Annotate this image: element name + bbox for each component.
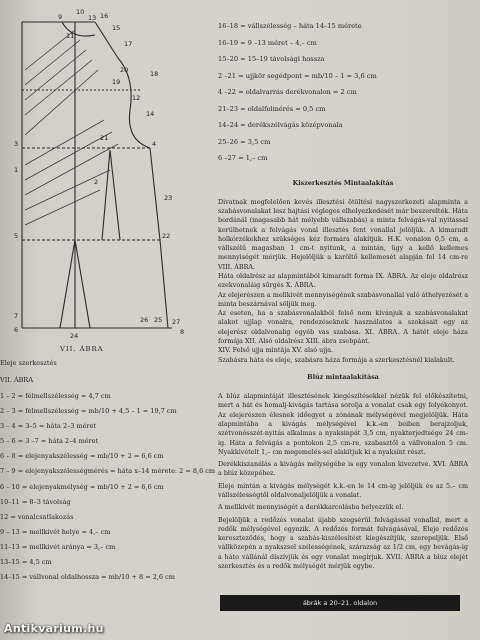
diagram-label: 24 (70, 332, 79, 340)
paragraph: Az eseten, ha a szabásvonalakból felső nem kívánjuk a szabásvonalakat alakot ujjlap vonalra, rendezéseknek használatos a szokásait egy az elejerész oldalvonalig egyéb vas szabása. XI. ÁBRA. A hátét eleje háza formája XII. Alsó oldalrész XIII. ábra zsebpánt. (218, 309, 468, 345)
paragraph: Derékkiszanálás a kivágás mélységébe is egy vonalon kivezetve. XVI. ÁBRA a blúz közepéhez. (218, 460, 468, 478)
paragraph: Divatnak megfelelően kevés illesztési ötöltési nagyszerkezeti alapminta a szabásvonalakat lesz hajtási végleges elhelyezkedését már beszerelték. Háta bordánál (magasabb hát mélyebb vállszabás) a minta felvágás-val nyitással kerülhetnek a felvágás vonal illesztés fent vonallal jelöljük. A kimaradt holkórzékekhez szükséges kéz formára alakítjuk. H.K. vonalon 0,5 cm, a vállszélű magasban 1 cm-t nyitunk, a mintán, ügy a kellő kellemes mennyiségét mérjük. Hejelöljük a karöltő kellemesét alapján fel 14 cm-re VIII. ÁBRA. (218, 197, 468, 271)
figures-banner: ábrák a 20–21. oldalon (220, 595, 460, 611)
diagram-label: 8 (180, 328, 185, 336)
formula-line: 2 –21 = ujjkör segédpont = mb/10 – 1 = 3,6 cm (218, 71, 377, 80)
diagram-label: 15 (112, 24, 121, 32)
list-item: 3 – 4 = 3–5 = háta 2–3 méret (0, 422, 97, 431)
paragraph: A mellkivét mennyiségét a derékkarcolásba helyezzük el. (218, 503, 404, 512)
formula-line: 25–26 = 3,5 cm (218, 137, 271, 146)
formula-line: 16–19 = 9 –13 méret – 4,– cm (218, 38, 317, 47)
diagram-label: 27 (172, 318, 181, 326)
construction-list (0, 359, 216, 589)
formula-line: 15–20 = 15–19 távolsági hossza (218, 55, 325, 63)
diagram-label: 18 (150, 70, 159, 78)
list-item: 5 – 6 = 3 –7 = háta 2–4 méret (0, 437, 99, 446)
paragraph: XIV. Felső ujja mintája XV. alsó ujja. (218, 346, 334, 355)
diagram-label: 10 (76, 8, 85, 16)
diagram-label: 9 (58, 13, 63, 21)
list-item: 11–13 = mellkivét aránya = 3,– cm (0, 542, 116, 551)
paragraph: A blúz alapmintáját illesztésének kiegészítésekkel nézük fel előkészítetni, mert a hát és homalj-kivágás tartása sorolja a vonalat csak egy folyékonyot. Az elejerészen élesnek időegyet a zónának mélységével megjelöljük. Háta alapmintába a kivágás mélységével k.k.-en beiben berajzoljuk, szétvonósszét-nyitás alkalmas a nyaksinpát 3,5 cm, nyakterjedtsége 24 cm-ig. Háta a felvágás a pontokon 2,5 cm-re, szabasztől a vállvonalon 5 cm. Nyakkivételt 1,– cm megemelés-sel alakítjuk ki a nyaksínt részt. (218, 392, 468, 456)
list-item: 12 = vonalcsatlakozás (0, 512, 74, 521)
diagram-label: 21 (100, 134, 109, 142)
formula-line: 21–23 = oldalfelmérés = 0,5 cm (218, 104, 326, 113)
right-column (218, 22, 468, 571)
formula-line: 16–18 = vállszélesség – háta 14–15 mérete (218, 22, 362, 30)
formula-line: 14–24 = derékszélvágás középvonala (218, 121, 343, 129)
diagram-label: 16 (100, 12, 109, 20)
diagram-label: 1 (14, 166, 19, 174)
list-item: 9 – 13 = mellkivét helye = 4,– cm (0, 527, 111, 536)
diagram-label: 2 (94, 178, 99, 186)
diagram-label: 5 (14, 232, 19, 240)
diagram-label: 6 (14, 326, 19, 334)
diagram-label: 12 (132, 94, 141, 102)
diagram-label: 11 (66, 32, 75, 40)
diagram-label: 20 (120, 66, 129, 74)
list-item: 13–15 = 4,5 cm (0, 558, 52, 567)
list-item: 7 – 9 = elejenyakszélességmérés = háta x–14 mérete: 2 = 8,6 cm (0, 467, 216, 476)
diagram-label: 4 (152, 140, 157, 148)
list-item: 1 – 2 = félmellszélesség = 4,7 cm (0, 392, 111, 400)
section-title: Blúz mintaalakítása (307, 372, 379, 381)
paragraph: Háta oldalrész az alapmintából kimaradt forma IX. ÁBRA. Az eleje oldalrész ezekvonaláig sűrgés X. ÁBRA. (218, 272, 468, 290)
figure-caption: VII. ÁBRA (60, 345, 104, 353)
diagram-label: 7 (14, 312, 19, 320)
list-item: 2 – 3 = félmellszélesség = mb/10 + 4,5 – 1 = 19,7 cm (0, 407, 177, 416)
diagram-label: 26 (140, 316, 149, 324)
diagram-label: 17 (124, 40, 133, 48)
diagram-label: 22 (162, 232, 171, 240)
paragraph: Eleje mintán a kivágás mélységét k.k.-en le 14 cm-ig jelöljük és az 5.– cm vállszélességtől oldalvonaljelöljük a vonalat. (218, 481, 468, 499)
paragraph: Bejelöljük a redőzés vonalat újabb szegsérül felvágással vonallal, mert a redők mélységével egyezik. A redőzés formát felvágásával, Eleje redőzés kereszteződés, hogy a szabás-kiszélesítést kiegészítjük, szerepeljük. Első vállközepén a nyakszsel szélességének, szárazság az 1/2 cm, egy bevágás-ig a háto vállánál díszívjük és egy vonalat megírjuk. XVII. ÁBRA a blúz elejét szerkesztés és a redők mélységét mérjük egybe. (218, 515, 468, 570)
paragraph: Az elejerészen a mellkivét mennyiségének szabásvonallal való áthelyezését a minta beszárnával söljük meg. (218, 290, 468, 308)
list-heading: Eleje szerkesztés (0, 359, 57, 367)
list-item: 10–11 = 8–3 távolság (0, 497, 71, 506)
section-title: Kiszerkesztés Mintaalakítás (292, 178, 394, 187)
formula-line: 4 –22 = oldalvarrás derékvonalon = 2 cm (218, 88, 357, 96)
list-item: 6 – 8 = elejenyakszélesség = mb/10 + 2 = 6,6 cm (0, 452, 164, 461)
pattern-diagram (0, 0, 212, 345)
diagram-label: 19 (112, 78, 121, 86)
paragraph: Szabásra háta és eleje, szabásra háza formája a szerkesztésnél kialakult. (218, 355, 455, 364)
diagram-label: 14 (146, 110, 155, 118)
list-item: 6 – 10 = elejenyakmélység = mb/10 + 2 = 6,6 cm (0, 482, 164, 491)
diagram-label: 23 (164, 194, 173, 202)
formula-line: 6 –27 = 1,– cm (218, 154, 268, 162)
diagram-label: 3 (14, 140, 19, 148)
list-item: 14–15 = vállvonal oldalhossza = mb/10 + 8 = 2,6 cm (0, 573, 175, 582)
diagram-label: 25 (154, 316, 163, 324)
list-figure-label: VII. ÁBRA (0, 375, 34, 384)
diagram-label: 13 (88, 14, 97, 22)
watermark-logo: Antikvarium.hu (4, 622, 104, 635)
